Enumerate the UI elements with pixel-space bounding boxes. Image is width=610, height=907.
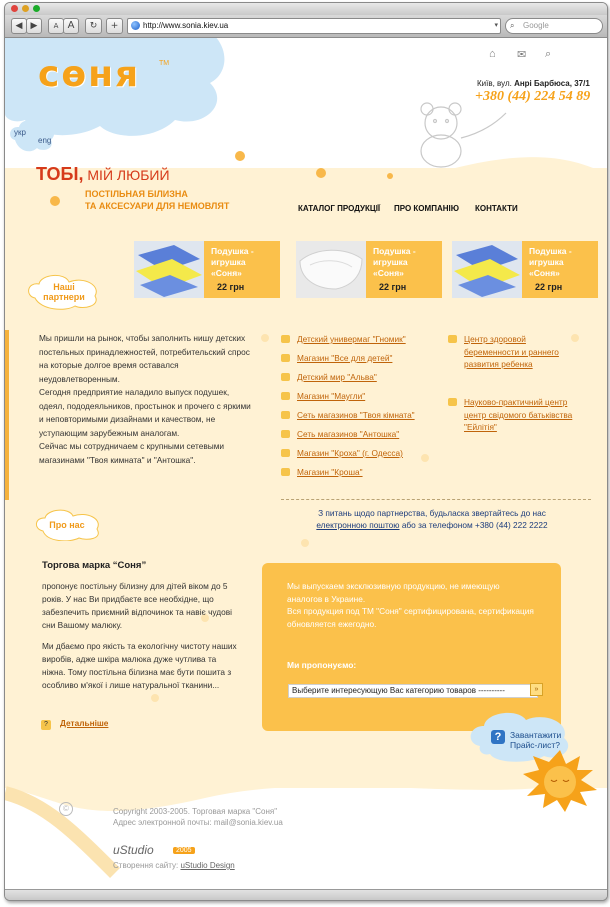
offer-label: Ми пропонуємо: [287,660,357,670]
pillow-icon [452,241,522,298]
year-badge: 2005 [173,847,195,854]
link-bullet-icon [281,354,290,362]
slogan-line-2: ПОСТІЛЬНАЯ БІЛИЗНА [85,189,188,199]
phone-number: +380 (44) 224 54 89 [475,89,591,104]
product-card[interactable] [134,241,280,298]
search-icon: ⌕ [510,21,515,30]
partner-link[interactable]: Центр здоровой беременности и раннего развития ребенка [464,334,559,369]
search-placeholder: Google [523,21,549,30]
ustudio-link[interactable]: uStudio Design [180,861,235,870]
partnership-note [301,507,563,531]
pricelist-line-2: Прайс-лист? [510,740,560,750]
intro-paragraph-1: Мы пришли на рынок, чтобы заполнить нишу детских постельных принадлежностей, потребительский спрос на которые долгое время оставался неудовлетворенным. [39,333,250,384]
offer-panel [262,563,561,731]
offer-text-2: Вся продукция под ТМ "Соня" сертифицирована, сертификация обновляется ежегодно. [287,606,534,629]
partner-link[interactable]: Магазин "Маугли" [297,391,366,401]
font-larger-button[interactable]: A [63,18,79,34]
title-bar [5,3,607,15]
product-card[interactable] [296,241,442,298]
slogan-subtitle [85,188,229,212]
slogan-rest: МІЙ ЛЮБИЙ [83,167,170,183]
partner-link[interactable]: Магазин "Кроха" (г. Одесса) [297,448,403,458]
search-icon[interactable]: ⌕ [545,48,552,60]
created-by-prefix: Створення сайту: [113,861,181,870]
chevron-down-icon[interactable]: ▾ [494,22,498,29]
link-bullet-icon [448,335,457,343]
address-street: Анрі Барбюса, 37/1 [514,79,590,88]
category-select-value: Выберите интересующую Вас категорию товаров ---------- [292,686,505,695]
page-content [5,38,607,889]
category-select[interactable] [288,684,538,698]
link-bullet-icon [281,449,290,457]
product-info [522,241,598,298]
partners-label: Наші партнери [43,282,85,302]
product-price: 22 грн [535,282,563,292]
left-accent-bar [5,330,9,500]
lang-eng-link[interactable]: eng [38,136,52,145]
product-image[interactable] [452,241,522,298]
partner-link[interactable]: Сеть магазинов "Твоя кімната" [297,410,415,420]
partnership-text: З питань щодо партнерства, будьласка звертайтесь до нас [318,508,546,518]
intro-paragraph-3: Сейчас мы сотрудничаем с крупными сетевыми магазинами "Твоя кимната" и "Антошка". [39,441,225,465]
partner-link[interactable]: Науково-практичний центр центр свідомого батьківства "Ейлітія" [464,397,573,432]
nav-catalog[interactable]: КАТАЛОГ ПРОДУКЦІЇ [298,204,381,213]
product-info [366,241,442,298]
slogan-title [36,164,170,185]
zoom-window-button[interactable] [33,5,40,12]
copyright-text: Copyright 2003-2005. Торговая марка "Соня" [113,807,278,816]
slogan-line-3: ТА АКСЕСУАРИ ДЛЯ НЕМОВЛЯТ [85,201,230,211]
product-name[interactable]: Подушка - игрушка «Соня» [373,246,416,278]
about-label: Про нас [49,520,85,530]
window-controls [11,5,40,12]
pillow-icon [134,241,204,298]
link-bullet-icon [281,392,290,400]
pillow-icon [296,241,366,298]
lang-ukr-link[interactable]: укр [14,128,26,137]
partner-link[interactable]: Сеть магазинов "Антошка" [297,429,400,439]
reload-button[interactable]: ↻ [85,18,102,34]
address-prefix: Київ, вул. [477,79,515,88]
product-name[interactable]: Подушка - игрушка «Соня» [529,246,572,278]
footer-email: Адрес электронной почты: mail@sonia.kiev.ua [113,818,283,827]
mail-icon[interactable]: ✉ [517,49,527,61]
new-tab-button[interactable]: + [106,18,123,34]
brand-paragraph-1: пропонує постільну білизну для дітей віком до 5 років. У нас Ви придбаєте все необхідне, що забезпечить приємний відпочинок та навіє чудові сни Вашому малюку. [42,581,232,630]
link-bullet-icon [281,430,290,438]
copyright-icon: © [59,802,73,816]
question-icon: ? [41,720,51,730]
ustudio-logo[interactable]: uStudio [113,843,154,857]
product-card[interactable] [452,241,598,298]
product-image[interactable] [296,241,366,298]
brand-paragraph-2: Ми дбаємо про якість та екологічну чистоту наших виробів, адже шкіра малюка дуже чутлива та ніжна. Тому постільна білизна має бути пошита з особливо м'якої і лише натуральної тканини... [42,641,237,690]
browser-toolbar [5,15,607,38]
product-image[interactable] [134,241,204,298]
nav-about[interactable]: ПРО КОМПАНІЮ [394,204,459,213]
link-bullet-icon [281,335,290,343]
close-window-button[interactable] [11,5,18,12]
divider [281,499,591,500]
intro-text [39,332,255,467]
sleeping-sun-illustration [517,750,603,812]
product-price: 22 грн [379,282,407,292]
forward-button[interactable]: ▶ [26,18,42,34]
product-info [204,241,280,298]
product-price: 22 грн [217,282,245,292]
home-icon[interactable]: ⌂ [489,48,496,60]
url-text: http://www.sonia.kiev.ua [143,21,229,30]
email-link[interactable]: електронною поштою [316,520,400,530]
partner-link[interactable]: Магазин "Кроша" [297,467,363,477]
go-button[interactable]: » [530,683,543,696]
font-smaller-button[interactable]: A [48,18,64,34]
address-bar[interactable] [127,18,501,34]
offer-text [287,580,537,630]
globe-icon [131,21,140,30]
partner-link[interactable]: Детский универмаг "Гномик" [297,334,406,344]
download-pricelist-link[interactable] [510,730,561,750]
offer-text-1: Мы выпускаем эксклюзивную продукцию, не имеющую аналогов в Украине. [287,581,500,604]
link-bullet-icon [281,468,290,476]
brand-title: Торгова марка “Соня” [42,560,147,571]
slogan-bold: ТОБІ, [36,164,84,184]
minimize-window-button[interactable] [22,5,29,12]
nav-contacts[interactable]: КОНТАКТИ [475,204,518,213]
browser-window [4,2,608,901]
pricelist-line-1: Завантажити [510,730,562,740]
link-bullet-icon [448,398,457,406]
search-input[interactable] [505,18,603,34]
brand-text [42,580,242,692]
read-more-link[interactable]: Детальніше [60,718,109,728]
created-by [113,861,235,870]
help-icon[interactable]: ? [491,730,505,744]
link-bullet-icon [281,373,290,381]
partner-link[interactable]: Детский мир "Альва" [297,372,377,382]
status-bar [5,889,607,901]
partner-link[interactable]: Магазин "Все для детей" [297,353,393,363]
partnership-phone: або за телефоном +380 (44) 222 2222 [399,520,548,530]
back-button[interactable]: ◀ [11,18,27,34]
footer-text [113,806,283,828]
logo[interactable]: сөня [38,54,141,95]
link-bullet-icon [281,411,290,419]
intro-paragraph-2: Сегодня предприятие наладило выпуск подушек, одеял, пододеяльников, простынок и прочего с яркими и неповторимыми дизайнами и качеством, не уступающим зарубежным аналогам. [39,387,251,438]
logo-trademark: TM [159,60,170,67]
product-name[interactable]: Подушка - игрушка «Соня» [211,246,254,278]
spacer [42,632,242,640]
